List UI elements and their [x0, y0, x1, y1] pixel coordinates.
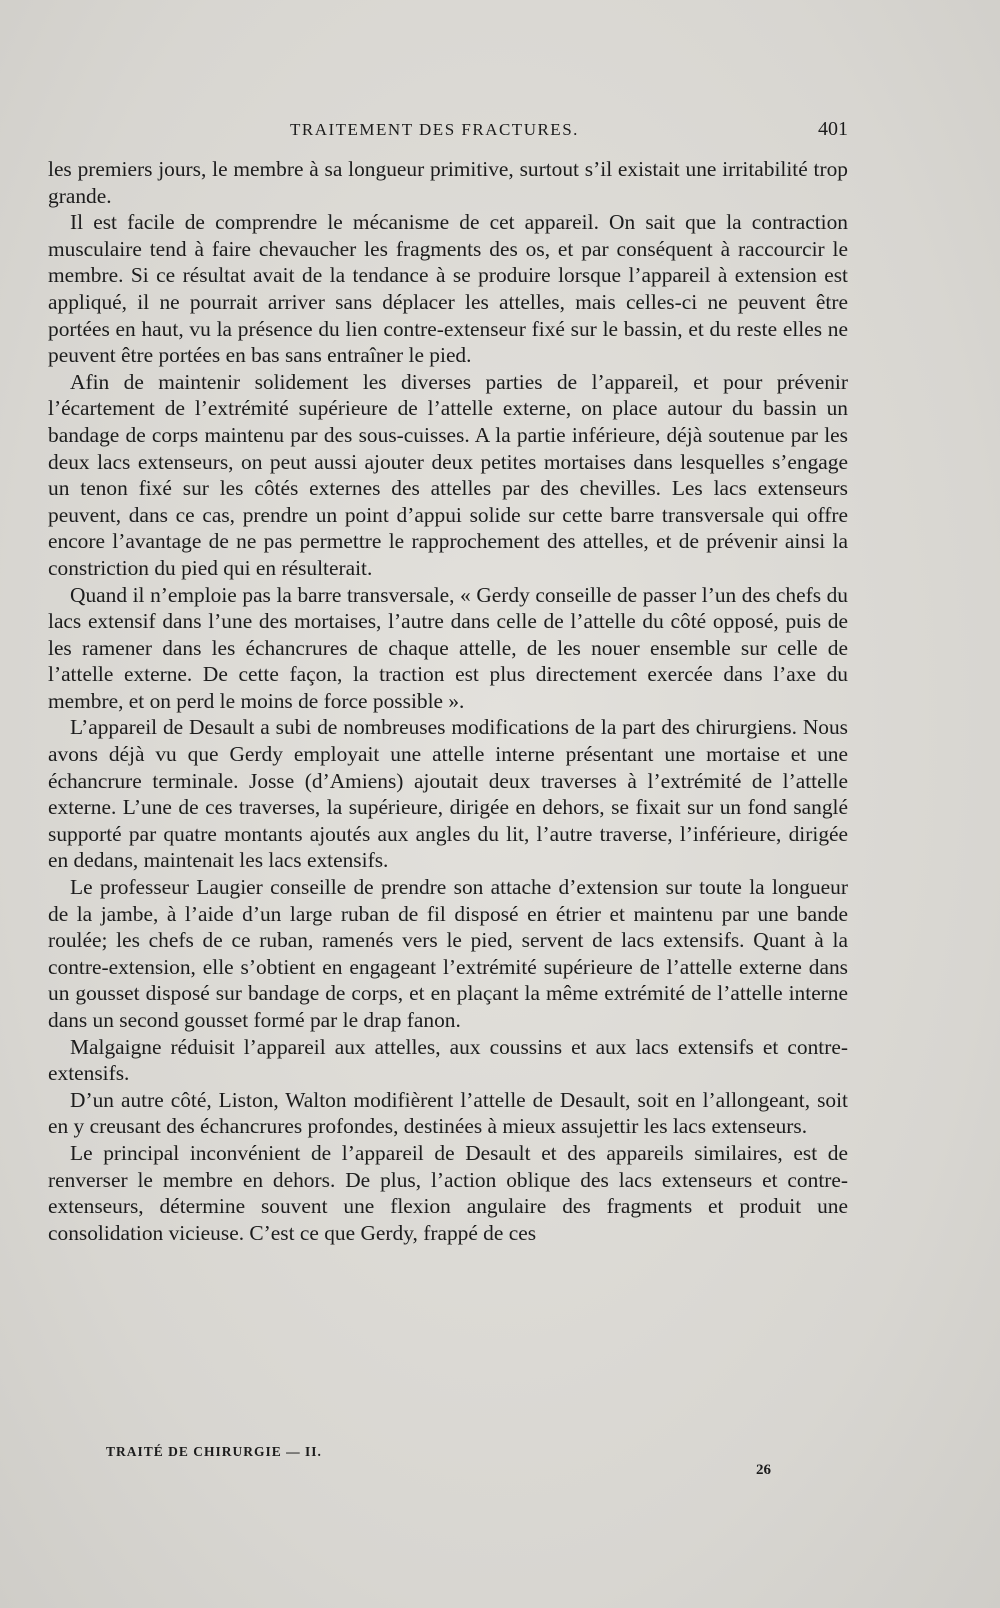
page-header	[0, 118, 1000, 148]
paragraph: L’appareil de Desault a subi de nombreuses modifications de la part des chirurgiens. Nous avons déjà vu que Gerdy employait une attelle interne présentant une mortaise et une échancrure terminale. Josse (d’Amiens) ajoutait deux traverses à l’extrémité de l’attelle externe. L’une de ces traverses, la supérieure, dirigée en dehors, se fixait sur un fond sanglé supporté par quatre montants ajoutés aux angles du lit, l’autre traverse, l’inférieure, dirigée en dedans, maintenait les lacs extensifs.	[48, 715, 848, 873]
paragraph: D’un autre côté, Liston, Walton modifièrent l’attelle de Desault, soit en l’allongeant, soit en y creusant des échancrures profondes, destinées à mieux assujettir les lacs extenseurs.	[48, 1087, 848, 1139]
signature-mark: 26	[756, 1462, 771, 1478]
running-title: TRAITEMENT DES FRACTURES.	[290, 120, 579, 139]
body-text	[48, 156, 848, 1246]
paragraph: Il est facile de comprendre le mécanisme de cet appareil. On sait que la contraction musculaire tend à faire chevaucher les fragments des os, et par conséquent à raccourcir le membre. Si ce résultat avait de la tendance à se produire lorsque l’appareil à extension est appliqué, il ne pourrait arriver sans déplacer les attelles, mais celles-ci ne peuvent être portées en haut, vu la présence du lien contre-extenseur fixé sur le bassin, et du reste elles ne peuvent être portées en bas sans entraîner le pied.	[48, 210, 848, 368]
book-title: TRAITÉ DE CHIRURGIE — II.	[106, 1444, 322, 1459]
paragraph: Le professeur Laugier conseille de prendre son attache d’extension sur toute la longueur de la jambe, à l’aide d’un large ruban de fil disposé en étrier et maintenu par une bande roulée; les chefs de ce ruban, ramenés vers le pied, servent de lacs extensifs. Quant à la contre-extension, elle s’obtient en engageant l’extrémité supérieure de l’attelle externe dans un gousset disposé sur bandage de corps, et en plaçant la même extrémité de l’attelle interne dans un second gousset formé par le drap fanon.	[48, 875, 848, 1032]
page-footer	[0, 1440, 1000, 1500]
page-number: 401	[818, 118, 848, 140]
paragraph: Afin de maintenir solidement les diverses parties de l’appareil, et pour prévenir l’écartement de l’extrémité supérieure de l’attelle externe, on place autour du bassin un bandage de corps maintenu par des sous-cuisses. A la partie inférieure, déjà soutenue par les deux lacs extenseurs, on peut aussi ajouter deux petites mortaises dans lesquelles s’engage un tenon fixé sur les côtés externes des attelles par des chevilles. Les lacs extenseurs peuvent, dans ce cas, prendre un point d’appui solide sur cette barre transversale qui offre encore l’avantage de ne pas permettre le rapprochement des attelles, et de prévenir ainsi la constriction du pied qui en résulterait.	[48, 369, 848, 580]
paragraph: Quand il n’emploie pas la barre transversale, « Gerdy conseille de passer l’un des chefs du lacs extensif dans l’une des mortaises, l’autre dans celle de l’attelle du côté opposé, puis de les ramener dans les échancrures de chaque attelle, de les nouer ensemble sur celle de l’attelle externe. De cette façon, la traction est plus directement exercée dans l’axe du membre, et on perd le moins de force possible ».	[48, 582, 848, 713]
paragraph: Le principal inconvénient de l’appareil de Desault et des appareils similaires, est de renverser le membre en dehors. De plus, l’action oblique des lacs extenseurs et contre-extenseurs, détermine souvent une flexion angulaire des fragments et produit une consolidation vicieuse. C’est ce que Gerdy, frappé de ces	[48, 1140, 848, 1245]
paragraph: les premiers jours, le membre à sa longueur primitive, surtout s’il existait une irritabilité trop grande.	[48, 157, 848, 208]
paragraph: Malgaigne réduisit l’appareil aux attelles, aux coussins et aux lacs extensifs et contre-extensifs.	[48, 1034, 848, 1086]
